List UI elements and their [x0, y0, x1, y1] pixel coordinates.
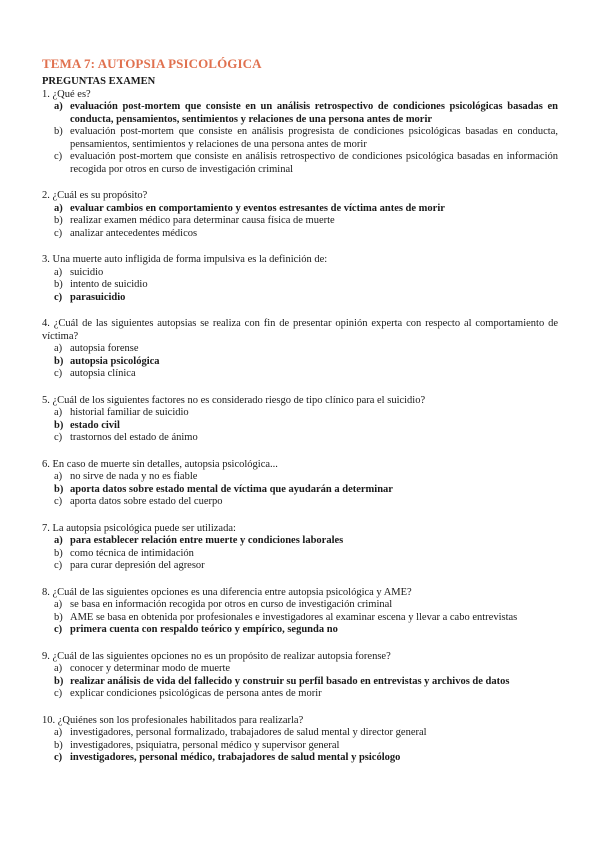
answer-option: [42, 560, 558, 573]
option-list: [42, 407, 558, 445]
question-5: [42, 395, 558, 445]
option-text: intento de suicidio: [70, 279, 148, 290]
option-text: investigadores, personal formalizado, trabajadores de salud mental y director general: [70, 727, 427, 738]
option-letter: a): [54, 471, 63, 482]
question-text: 3. Una muerte auto infligida de forma impulsiva es la definición de:: [42, 254, 328, 265]
option-text: explicar condiciones psicológicas de persona antes de morir: [70, 688, 322, 699]
option-text: evaluación post-mortem que consiste en análisis retrospectivo de condiciones psicológica basadas en información recogida por otros en curso de investigación criminal: [70, 151, 558, 175]
option-letter: c): [54, 496, 63, 507]
option-list: [42, 471, 558, 509]
answer-option: [42, 267, 558, 280]
option-list: [42, 101, 558, 176]
question-2: [42, 190, 558, 240]
option-letter: a): [54, 535, 63, 546]
option-text: primera cuenta con respaldo teórico y empírico, segunda no: [70, 624, 338, 635]
answer-option: [42, 215, 558, 228]
option-letter: c): [54, 688, 63, 699]
question-text: 6. En caso de muerte sin detalles, autopsia psicológica...: [42, 458, 278, 470]
option-text: realizar análisis de vida del fallecido y construir su perfil basado en entrevistas y archivos de datos: [70, 675, 510, 687]
question-text: 2. ¿Cuál es su propósito?: [42, 190, 148, 201]
option-letter: a): [54, 599, 63, 610]
question-text: 7. La autopsia psicológica puede ser utilizada:: [42, 522, 236, 534]
answer-option: [42, 151, 558, 176]
answer-option: [42, 535, 558, 548]
answer-option: [42, 420, 558, 433]
question-text: 10. ¿Quiénes son los profesionales habilitados para realizarla?: [42, 714, 304, 726]
option-text: parasuicidio: [70, 291, 126, 303]
answer-option: [42, 407, 558, 420]
option-text: evaluación post-mortem que consiste en un análisis retrospectivo de condiciones psicológicas basadas en conducta, pensamientos, sentimientos y relaciones de una persona antes de morir: [70, 101, 558, 125]
question-7: [42, 523, 558, 573]
option-letter: b): [54, 419, 64, 431]
question-text: 8. ¿Cuál de las siguientes opciones es una diferencia entre autopsia psicológica y AME?: [42, 586, 412, 598]
option-letter: b): [54, 483, 64, 495]
question-9: [42, 651, 558, 701]
option-list: [42, 599, 558, 637]
option-text: AME se basa en obtenida por profesionales e investigadores al examinar escena y llevar a cabo entrevistas: [70, 611, 518, 623]
answer-option: [42, 599, 558, 612]
question-text: 4. ¿Cuál de las siguientes autopsias se realiza con fin de presentar opinión experta con respecto al comportamiento de víctima?: [42, 318, 558, 342]
answer-option: [42, 228, 558, 241]
answer-option: [42, 356, 558, 369]
answer-option: [42, 203, 558, 216]
answer-option: [42, 126, 558, 151]
option-text: analizar antecedentes médicos: [70, 227, 198, 239]
option-letter: a): [54, 727, 63, 738]
question-4: [42, 318, 558, 381]
option-letter: c): [54, 560, 63, 571]
question-3: [42, 254, 558, 304]
option-list: [42, 343, 558, 381]
option-letter: a): [54, 101, 63, 112]
question-text: 9. ¿Cuál de las siguientes opciones no es un propósito de realizar autopsia forense?: [42, 650, 391, 662]
option-letter: c): [54, 291, 63, 303]
option-letter: c): [54, 368, 63, 379]
option-text: evaluación post-mortem que consiste en análisis progresista de condiciones psicológicas basadas en conducta, pensamientos, sentimientos y relaciones de una persona antes de morir: [70, 126, 558, 150]
answer-option: [42, 676, 558, 689]
option-text: trastornos del estado de ánimo: [70, 432, 198, 443]
option-text: para establecer relación entre muerte y condiciones laborales: [70, 535, 344, 546]
question-list: [42, 89, 558, 765]
option-letter: b): [54, 215, 63, 226]
question-text: 5. ¿Cuál de los siguientes factores no es considerado riesgo de tipo clínico para el suicidio?: [42, 394, 426, 406]
document-subtitle: PREGUNTAS EXAMEN: [42, 76, 156, 87]
option-text: historial familiar de suicidio: [70, 407, 189, 418]
answer-option: [42, 471, 558, 484]
option-text: autopsia clínica: [70, 368, 136, 379]
option-letter: c): [54, 752, 63, 763]
answer-option: [42, 484, 558, 497]
option-text: investigadores, psiquiatra, personal médico y supervisor general: [70, 739, 340, 751]
answer-option: [42, 101, 558, 126]
option-letter: c): [54, 151, 63, 162]
answer-option: [42, 727, 558, 740]
option-letter: a): [54, 202, 63, 214]
answer-option: [42, 612, 558, 625]
option-letter: b): [54, 279, 63, 290]
answer-option: [42, 368, 558, 381]
answer-option: [42, 688, 558, 701]
answer-option: [42, 740, 558, 753]
option-list: [42, 663, 558, 701]
option-letter: b): [54, 126, 63, 137]
option-text: se basa en información recogida por otros en curso de investigación criminal: [70, 599, 393, 610]
question-8: [42, 587, 558, 637]
option-text: aporta datos sobre estado mental de víctima que ayudarán a determinar: [70, 483, 393, 495]
option-text: como técnica de intimidación: [70, 547, 194, 559]
answer-option: [42, 624, 558, 637]
option-letter: a): [54, 663, 63, 674]
option-text: aporta datos sobre estado del cuerpo: [70, 496, 223, 507]
option-text: autopsia forense: [70, 343, 139, 354]
option-letter: a): [54, 266, 63, 278]
option-list: [42, 203, 558, 241]
option-text: para curar depresión del agresor: [70, 560, 205, 571]
option-letter: c): [54, 624, 63, 635]
option-letter: b): [54, 355, 64, 367]
option-text: estado civil: [70, 419, 120, 431]
option-letter: c): [54, 432, 63, 443]
option-text: suicidio: [70, 266, 104, 278]
option-text: conocer y determinar modo de muerte: [70, 663, 231, 674]
answer-option: [42, 432, 558, 445]
question-6: [42, 459, 558, 509]
option-list: [42, 535, 558, 573]
answer-option: [42, 548, 558, 561]
option-letter: b): [54, 547, 63, 559]
answer-option: [42, 343, 558, 356]
question-1: [42, 89, 558, 177]
option-letter: b): [54, 611, 63, 623]
answer-option: [42, 279, 558, 292]
option-letter: b): [54, 675, 64, 687]
answer-option: [42, 292, 558, 305]
option-text: no sirve de nada y no es fiable: [70, 471, 198, 482]
option-text: evaluar cambios en comportamiento y eventos estresantes de víctima antes de morir: [70, 202, 445, 214]
option-letter: a): [54, 343, 63, 354]
option-text: investigadores, personal médico, trabajadores de salud mental y psicólogo: [70, 752, 401, 763]
answer-option: [42, 663, 558, 676]
option-letter: b): [54, 739, 63, 751]
question-10: [42, 715, 558, 765]
option-list: [42, 727, 558, 765]
option-letter: c): [54, 227, 63, 239]
question-text: 1. ¿Qué es?: [42, 88, 91, 100]
option-text: realizar examen médico para determinar causa física de muerte: [70, 215, 335, 226]
document-title: TEMA 7: AUTOPSIA PSICOLÓGICA: [42, 56, 262, 71]
option-text: autopsia psicológica: [70, 355, 160, 367]
answer-option: [42, 752, 558, 765]
option-letter: a): [54, 407, 63, 418]
option-list: [42, 267, 558, 305]
answer-option: [42, 496, 558, 509]
